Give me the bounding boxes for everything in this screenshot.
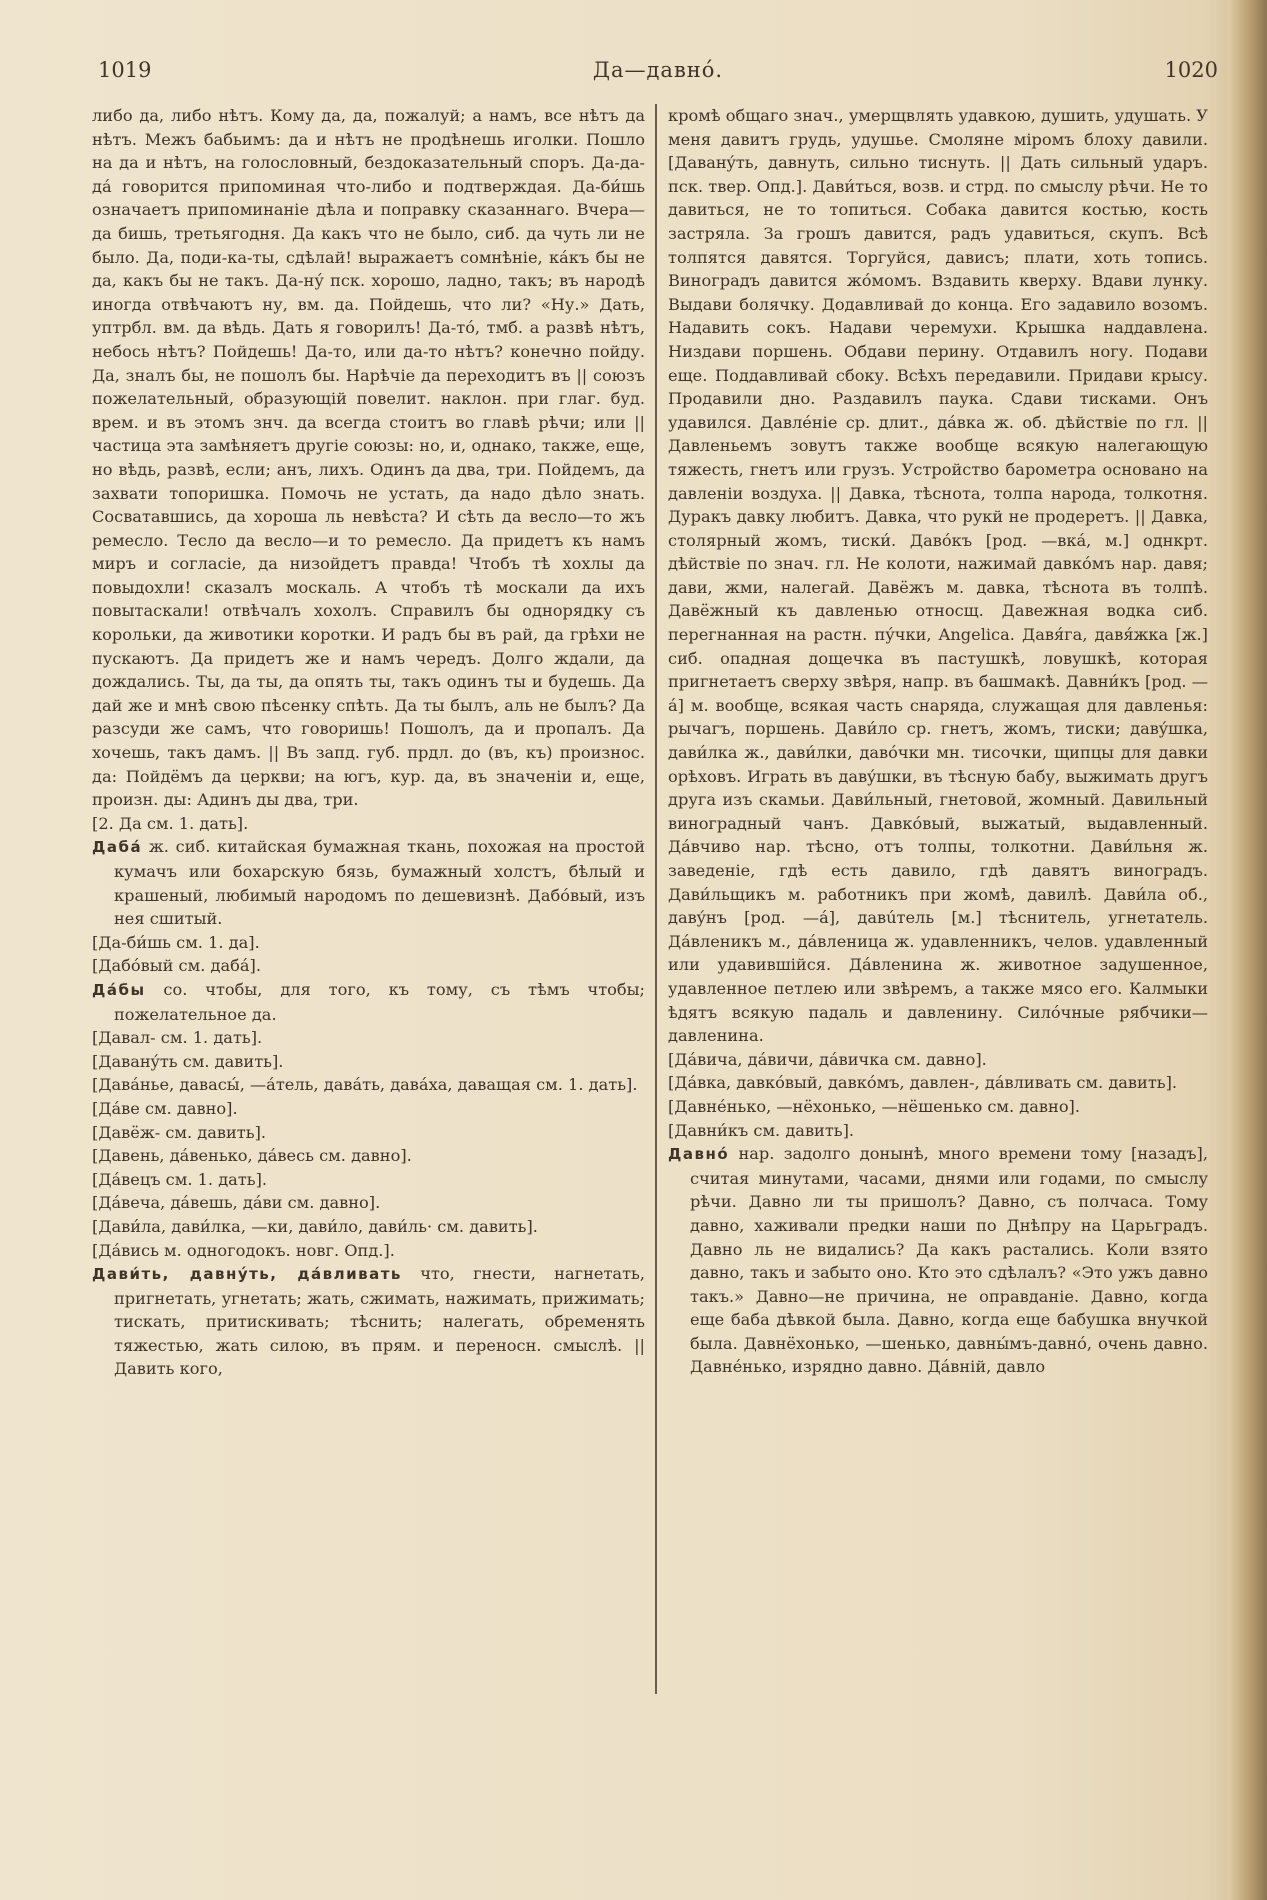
- entry-text: либо да, либо нѣтъ. Кому да, да, пожалуй; а намъ, все нѣтъ да нѣтъ. Межъ бабьимъ: да и нѣтъ не продѣнешь иголки. Пошло на да и нѣтъ, на голословный, бездоказательный споръ. Да-да-да́ говорится припоминая что-либо и подтверждая. Да-би́шь означаетъ припоминаніе дѣла и поправку сказаннаго. Вчера—да бишь, третьягодня. Да какъ что не было, сиб. да чуть ли не было. Да, поди-ка-ты, сдѣлай! выражаетъ сомнѣніе, ка́къ бы не да, какъ бы не такъ. Да-ну́ пск. хорошо, ладно, такъ; въ народѣ иногда отвѣчаютъ ну, вм. да. Пойдешь, что ли? «Ну.» Дать, уптрбл. вм. да вѣдь. Дать я говорилъ! Да-то́, тмб. а развѣ нѣтъ, небось нѣтъ? Пойдешь! Да-то, или да-то нѣтъ? конечно пойду. Да, зналъ бы, не пошолъ бы. Нарѣчіе да переходитъ въ || союзъ пожелательный, образующій повелит. наклон. при глаг. буд. врем. и въ этомъ знч. да всегда стоитъ во главѣ рѣчи; или || частица эта замѣняетъ другіе союзы: но, и, однако, также, еще, но вѣдь, развѣ, если; анъ, лихъ. Одинъ да два, три. Пойдемъ, да захвати топоришка. Помочь не устать, да надо дѣло знать. Сосватавшись, да хороша ль невѣста? И сѣть да весло—то жъ ремесло. Тесло да весло—и то ремесло. Да придетъ къ намъ миръ и согласіе, да низойдетъ правда! Чтобъ тѣ хохлы да повыдохли! сказалъ москаль. А чтобъ тѣ москали да ихъ повытаскали! отвѣчалъ хохолъ. Справилъ бы однорядку съ корольки, да животики коротки. И радъ бы въ рай, да грѣхи не пускаютъ. Да придетъ же и намъ чередъ. Долго ждали, да дождались. Ты, да ты, да опять ты, такъ одинъ ты и будешь. Да дай же и мнѣ свою пѣсенку спѣть. Да ты былъ, аль не былъ? Да разсуди же самъ, что говоришь! Пошолъ, да и пропалъ. Да хочешь, такъ дамъ. || Въ запд. губ. прдл. до (въ, къ) произнос. да: Пойдёмъ да церкви; на югъ, кур. да, въ значеніи и, еще, произн. ды: Адинъ ды два, три.: [92, 106, 645, 810]
- cross-reference-entry: [92, 931, 645, 955]
- cross-reference-entry: [92, 1026, 645, 1050]
- page-header: [98, 58, 1218, 98]
- cross-reference-entry: [92, 1191, 645, 1215]
- cross-reference-entry: [92, 1144, 645, 1168]
- cross-reference-entry: [668, 1119, 1208, 1143]
- entry-text: что, гнести, нагнетать, пригнетать, угнетать; жать, сжимать, нажимать, прижимать; тискать, притискивать; тѣснить; налегать, обременять тяжестью, жать силою, въ прям. и переносн. смыслѣ. || Давить кого,: [114, 1264, 645, 1379]
- entry-text: [Да́вецъ см. 1. дать].: [92, 1169, 268, 1189]
- page-number-left: 1019: [98, 58, 152, 82]
- dictionary-entry: [92, 1262, 645, 1381]
- entry-text: [Давёж- см. давить].: [92, 1122, 267, 1142]
- page-number-right: 1020: [1164, 58, 1218, 82]
- continued-entry: [668, 104, 1208, 1048]
- entry-text: [Даванýть см. давить].: [92, 1051, 284, 1071]
- entry-text: [Да́вича, да́вичи, да́вичка см. давно].: [668, 1049, 987, 1069]
- right-column: [668, 104, 1208, 1379]
- cross-reference-entry: [92, 1215, 645, 1239]
- dictionary-entry: [92, 978, 645, 1026]
- cross-reference-entry: [668, 1071, 1208, 1095]
- page-title: Да—давно́.: [592, 58, 724, 82]
- continued-entry: [92, 104, 645, 812]
- cross-reference-entry: [92, 1097, 645, 1121]
- entry-text: [Давне́нько, —нёхонько, —нёшенько см. давно].: [668, 1096, 1081, 1116]
- cross-reference-entry: [92, 1050, 645, 1074]
- dictionary-entry: [668, 1142, 1208, 1379]
- entry-text: [Да́веча, да́вешь, да́ви см. давно].: [92, 1193, 381, 1213]
- cross-reference-entry: [92, 812, 645, 836]
- entry-text: [Да́вись м. одногодокъ. новг. Опд.].: [92, 1240, 395, 1260]
- entry-text: [Да́вка, давко́вый, давко́мъ, давлен-, да́вливать см. давить].: [668, 1073, 1178, 1093]
- cross-reference-entry: [92, 1121, 645, 1145]
- entry-text: [Да́ве см. давно].: [92, 1098, 238, 1118]
- column-divider: [655, 104, 657, 1694]
- dictionary-entry: [92, 835, 645, 930]
- book-edge: [1227, 0, 1267, 1900]
- entry-text: [Дабо́вый см. даба́].: [92, 956, 261, 976]
- left-column: [92, 104, 645, 1381]
- headword: Давно́: [668, 1145, 730, 1164]
- entry-text: нар. задолго донынѣ, много времени тому [назадъ], считая минутами, часами, днями или годами, по смыслу рѣчи. Давно ли ты пришолъ? Давно, съ полчаса. Тому давно, хаживали предки наши по Днѣпру на Царьградъ. Давно ль не видались? Да какъ растались. Коли взято давно, такъ и забыто оно. Кто это сдѣлалъ? «Это ужъ давно такъ.» Давно—не причина, не оправданіе. Давно, когда еще баба дѣвкой была. Давно, когда еще бабушка внучкой была. Давнёхонько, —шенько, давны́мъ-давно́, очень давно. Давне́нько, изрядно давно. Да́вній, давло: [690, 1144, 1208, 1377]
- entry-text: кромѣ общаго знач., умерщвлять удавкою, душить, удушать. У меня давитъ грудь, удушье. Смоляне міромъ блоху давили. [Даванýть, давнуть, сильно тиснуть. || Дать сильный ударъ. пск. твер. Опд.]. Дави́ться, возв. и стрд. по смыслу рѣчи. Не то давиться, не то топиться. Собака давится костью, кость застряла. За грошъ давится, радъ удавиться, скупъ. Всѣ толпятся давятся. Торгуйся, дависъ; плати, хоть топись. Виноградъ давится жо́момъ. Вздавить кверху. Вдави лунку. Выдави болячку. Додавливай до конца. Его задавило возомъ. Надавить сокъ. Надави черемухи. Крышка наддавлена. Низдави поршень. Обдави перину. Отдавилъ ногу. Подави еще. Поддавливай сбоку. Всѣхъ передавили. Придави крысу. Продавили дно. Раздавилъ паука. Сдави тисками. Онъ удавился. Давле́ніе ср. длит., да́вка ж. об. дѣйствіе по гл. || Давленьемъ зовутъ также вообще всякую налегающую тяжесть, гнетъ или грузъ. Устройство барометра основано на давленіи воздуха. || Давка, тѣснота, толпа народа, толкотня. Дуракъ давку любитъ. Давка, что рукй не продеретъ. || Давка, столярный жомъ, тиски́. Даво́къ [род. —вка́, м.] однкрт. дѣйствіе по знач. гл. Не колоти, нажимай давко́мъ нар. давя; дави, жми, налегай. Давёжъ м. давка, тѣснота въ толпѣ. Давёжный къ давленью относщ. Давежная водка сиб. перегнанная на растн. пу́чки, Angelica. Давя́га, давя́жка [ж.] сиб. опадная дощечка въ пастушкѣ, ловушкѣ, которая пригнетаетъ сверху звѣря, напр. въ башмакѣ. Давни́къ [род. —а́] м. вообще, всякая часть снаряда, служащая для давленья: рычагъ, поршень. Дави́ло ср. гнетъ, жомъ, тиски; давýшка, дави́лка ж., дави́лки, давóчки мн. тисочки, щипцы для давки орѣховъ. Играть въ давýшки, въ тѣсную бабу, выжимать другъ друга изъ скамьи. Дави́льный, гнетовой, жомный. Давильный виноградный чанъ. Давко́вый, выжатый, выдавленный. Да́вчиво нар. тѣсно, отъ толпы, толкотни. Дави́льня ж. заведеніе, гдѣ есть давило, гдѣ давятъ виноградъ. Дави́льщикъ м. работникъ при жомѣ, давилѣ. Дави́ла об., давýнъ [род. —а́], давúтель [м.] тѣснитель, угнетатель. Да́вленикъ м., да́вленица ж. удавленникъ, челов. удавленный или удавившійся. Да́вленина ж. животное задушенное, удавленное петлею или звѣремъ, а также мясо его. Калмыки ѣдятъ всякую падаль и давленину. Силóчные рябчики—давленина.: [668, 106, 1208, 1046]
- headword: Дави́ть, давнýть, да́вливать: [92, 1265, 402, 1284]
- entry-text: [Давень, да́венько, да́весь см. давно].: [92, 1146, 412, 1166]
- entry-text: [Дава́нье, давасы́, —а́тель, дава́ть, дава́ха, даващая см. 1. дать].: [92, 1075, 638, 1095]
- entry-text: [Дави́ла, дави́лка, —ки, дави́ло, дави́ль· см. давить].: [92, 1216, 538, 1236]
- headword: Да́бы: [92, 980, 146, 999]
- cross-reference-entry: [92, 954, 645, 978]
- cross-reference-entry: [668, 1095, 1208, 1119]
- entry-text: [Да-би́шь см. 1. да].: [92, 932, 260, 952]
- entry-text: ж. сиб. китайская бумажная ткань, похожая на простой кумачъ или бохарскую бязь, бумажный холстъ, бѣлый и крашеный, любимый народомъ по дешевизнѣ. Дабо́вый, изъ нея сшитый.: [114, 837, 645, 929]
- entry-text: [Давал- см. 1. дать].: [92, 1028, 263, 1048]
- entry-text: [2. Да см. 1. дать].: [92, 813, 249, 833]
- entry-text: со. чтобы, для того, къ тому, съ тѣмъ чтобы; пожелательное да.: [114, 979, 645, 1024]
- headword: Даба́: [92, 838, 143, 857]
- cross-reference-entry: [92, 1168, 645, 1192]
- cross-reference-entry: [92, 1239, 645, 1263]
- cross-reference-entry: [92, 1073, 645, 1097]
- cross-reference-entry: [668, 1048, 1208, 1072]
- entry-text: [Давни́къ см. давить].: [668, 1120, 855, 1140]
